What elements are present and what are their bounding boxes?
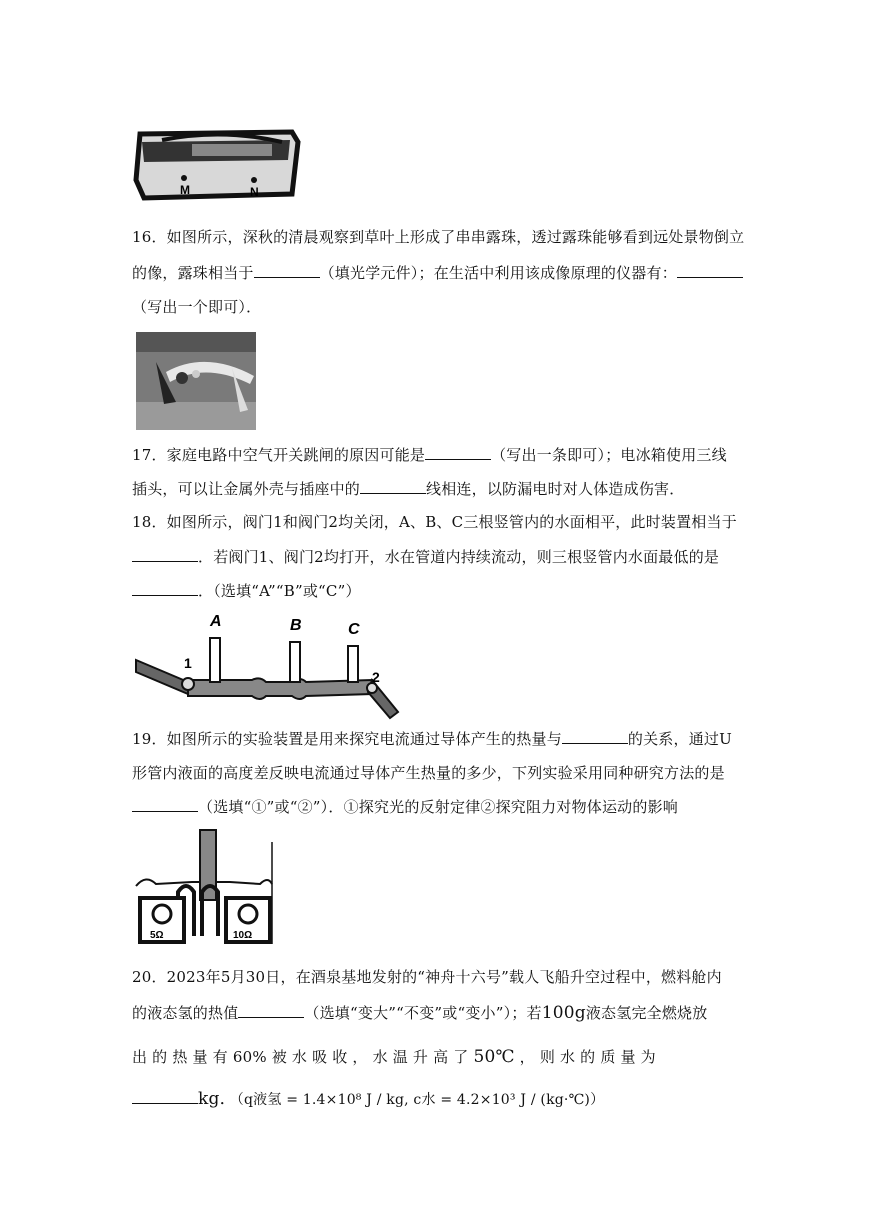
q16-text-a: 的像，露珠相当于 xyxy=(132,264,254,282)
q17-text-b: （写出一条即可）；电冰箱使用三线 xyxy=(491,446,727,464)
q20-text-a: 的液态氢的热值 xyxy=(132,1004,239,1022)
q18-line-2 xyxy=(132,546,719,567)
answer-blank xyxy=(132,799,198,812)
tube-label-b: B xyxy=(290,617,302,634)
answer-blank xyxy=(132,549,198,562)
q20-line-3 xyxy=(132,1046,656,1067)
box-figure xyxy=(132,120,302,202)
q16-line-3: （写出一个即可）． xyxy=(132,298,262,316)
q16-line-1: 16．如图所示，深秋的清晨观察到草叶上形成了串串露珠，透过露珠能够看到远处景物倒立 xyxy=(132,228,745,246)
q20-line-2 xyxy=(132,1002,707,1023)
q17-text-b: 线相连，以防漏电时对人体造成伤害． xyxy=(426,480,685,498)
valve-label-2: 2 xyxy=(372,669,380,685)
q20-line-1: 20．2023年5月30日，在酒泉基地发射的“神舟十六号”载人飞船升空过程中，燃料舱内 xyxy=(132,968,722,986)
q20-mass: 100g xyxy=(541,1003,586,1023)
q20-unit: kg． xyxy=(198,1089,237,1109)
q19-line-1 xyxy=(132,728,732,749)
q18-line-1: 18．如图所示，阀门1和阀门2均关闭，A、B、C三根竖管内的水面相平，此时装置相当于 xyxy=(132,513,737,531)
q17-line-2 xyxy=(132,478,684,499)
q18-line-3 xyxy=(132,580,361,601)
answer-blank xyxy=(562,731,628,744)
q18-text: ．若阀门1、阀门2均打开，水在管道内持续流动，则三根竖管内水面最低的是 xyxy=(198,548,720,566)
q19-line-2: 形管内液面的高度差反映电流通过导体产生热量的多少，下列实验采用同种研究方法的是 xyxy=(132,764,725,782)
answer-blank xyxy=(132,1091,198,1104)
answer-blank xyxy=(677,265,743,278)
q19-text-b: 的关系，通过U xyxy=(627,730,732,748)
pipe-tubes-figure xyxy=(132,612,402,722)
u-tube-experiment-figure xyxy=(132,828,277,948)
resistor-label-5: 5Ω xyxy=(150,930,164,941)
q16-line-2 xyxy=(132,262,743,283)
valve-label-1: 1 xyxy=(184,655,192,671)
q20-text-c: 液态氢完全燃烧放 xyxy=(585,1004,708,1022)
label-m: M xyxy=(180,183,190,197)
dew-photo-figure xyxy=(136,332,256,430)
q19-text-a: 19．如图所示的实验装置是用来探究电流通过导体产生的热量与 xyxy=(132,730,562,748)
tube-label-c: C xyxy=(348,621,360,638)
q18-text: ．（选填“A”“B”或“C”） xyxy=(198,582,361,600)
q20-text-b: ， 则 水 的 质 量 为 xyxy=(519,1048,656,1066)
label-n: N xyxy=(250,185,259,199)
answer-blank xyxy=(360,481,426,494)
resistor-label-10: 10Ω xyxy=(233,930,253,941)
answer-blank xyxy=(254,265,320,278)
answer-blank xyxy=(425,447,491,460)
q17-line-1 xyxy=(132,444,727,465)
q20-text-b: （选填“变大”“不变”或“变小”）；若 xyxy=(304,1004,542,1022)
answer-blank xyxy=(238,1005,304,1018)
q20-text-a: 出 的 热 量 有 60% 被 水 吸 收 ， 水 温 升 高 了 xyxy=(132,1048,469,1066)
tube-label-a: A xyxy=(210,613,222,630)
q20-line-4 xyxy=(132,1084,604,1109)
q19-line-3 xyxy=(132,796,678,817)
answer-blank xyxy=(132,583,198,596)
q16-text-b: （填光学元件）；在生活中利用该成像原理的仪器有： xyxy=(319,264,677,282)
q17-text-a: 17．家庭电路中空气开关跳闸的原因可能是 xyxy=(132,446,426,464)
q20-temp: 50℃ xyxy=(473,1047,515,1067)
q19-text: （选填“①”或“②”）．①探究光的反射定律②探究阻力对物体运动的影响 xyxy=(198,798,678,816)
q17-text-a: 插头，可以让金属外壳与插座中的 xyxy=(132,480,361,498)
q20-formula: （q液氢 = 1.4×10⁸ J / kg, c水 = 4.2×10³ J / (kg·℃)） xyxy=(236,1092,605,1108)
